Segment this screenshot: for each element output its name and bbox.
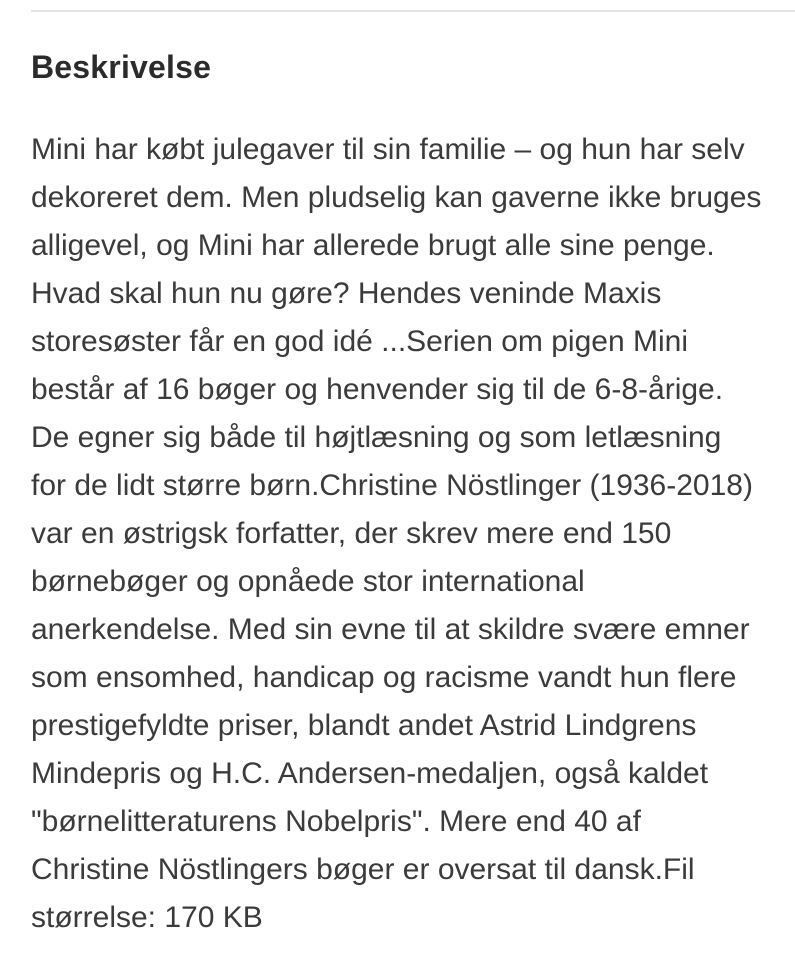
section-divider	[31, 10, 795, 12]
description-text: Mini har købt julegaver til sin familie – og hun har selv dekoreret dem. Men pludselig kan gaverne ikke bruges alligevel, og Mini har allerede brugt alle sine penge. Hvad skal hun nu gøre? Hendes veninde Maxis storesøster får en god idé ...Serien om pigen Mini består af 16 bøger og henvender sig til de 6-8-årige. De egner sig både til højtlæsning og som letlæsning for de lidt større børn.Christine Nöstlinger (1936-2018) var en østrigsk forfatter, der skrev mere end 150 børnebøger og opnåede stor international anerkendelse. Med sin evne til at skildre svære emner som ensomhed, handicap og racisme vandt hun flere prestigefyldte priser, blandt andet Astrid Lindgrens Mindepris og H.C. Andersen-medaljen, også kaldet "børnelitteraturens Nobelpris". Mere end 40 af Christine Nöstlingers bøger er oversat til dansk.Fil størrelse: 170 KB	[31, 133, 762, 934]
section-title: Beskrivelse	[31, 49, 212, 85]
